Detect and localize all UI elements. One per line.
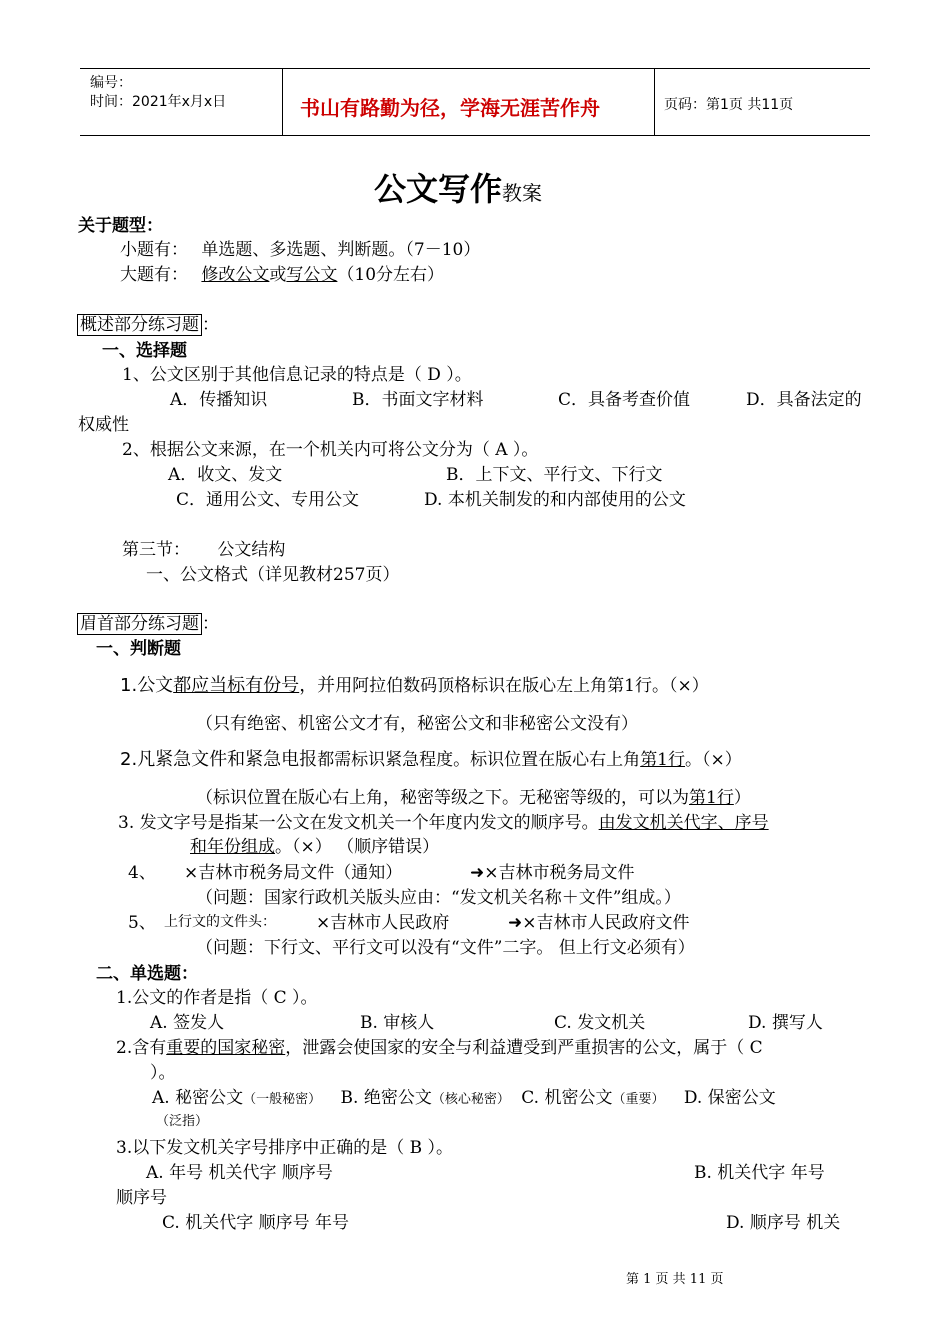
intro-big-tail: （10分左右） (337, 265, 445, 285)
page-title-sub: 教案 (502, 181, 543, 205)
single-q3-b-cont: 顺序号 (116, 1188, 167, 1208)
j2-note-a: （标识位置在版心右上角，秘密等级之下。无秘密等级的，可以为 (196, 788, 689, 808)
overview-q2-c: C．通用公文、专用公文 (176, 490, 360, 510)
s2-c: ，泄露会使国家的安全与利益遭受到严重损害的公文，属于（ C (285, 1038, 763, 1058)
j4-num: 4、 (128, 863, 156, 883)
s2-opt-a-note: （一般秘密） (243, 1092, 322, 1107)
intro-big-label: 大题有： (120, 265, 188, 285)
s2-opt-a: A. 秘密公文 (152, 1088, 244, 1108)
overview-heading-box: 概述部分练习题 (77, 314, 202, 336)
overview-q1-c: C．具备考查价值 (558, 390, 691, 410)
j3-c: 和年份组成 (190, 837, 275, 857)
s2-opt-b: B. 绝密公文 (340, 1088, 432, 1108)
masthead-heading-box: 眉首部分练习题 (77, 613, 202, 635)
section3-label: 第三节： (122, 540, 190, 560)
overview-heading (77, 310, 219, 335)
j5-num: 5、 (128, 913, 156, 933)
s2-d: ）。 (150, 1063, 176, 1083)
j1-c: ，并 (299, 675, 336, 696)
overview-section1: 一、选择题 (102, 341, 187, 361)
section3-title: 公文结构 (217, 540, 286, 560)
s2-opt-d-note: （泛指） (156, 1114, 209, 1129)
single-q3-d: D. 顺序号 机关 (726, 1213, 841, 1233)
overview-q1: 1、公文区别于其他信息记录的特点是（ D ）。 (122, 365, 472, 385)
header-motto: 书山有路勤为径，学海无涯苦作舟 (300, 96, 600, 120)
s2-b: 重要的国家秘密 (166, 1038, 286, 1058)
header-divider-right (654, 68, 655, 135)
footer-page-number: 第 1 页 共 11 页 (626, 1272, 724, 1287)
page-title-main: 公文写作 (374, 170, 503, 208)
j3-a: 3. 发文字号是指某一公文在发文机关一个年度内发文的顺序号。 (118, 813, 599, 833)
single-q3-a: A. 年号 机关代字 顺序号 (146, 1163, 333, 1183)
masthead-heading-colon: ： (202, 614, 219, 634)
j5-label: 上行文的文件头： (164, 914, 276, 930)
single-q1-d: D. 撰写人 (748, 1013, 823, 1033)
intro-heading: 关于题型： (78, 216, 163, 236)
intro-big-a: 修改公文 (201, 265, 270, 285)
j1-num: 1. (120, 675, 138, 696)
single-q1-c: C. 发文机关 (554, 1013, 646, 1033)
intro-small-questions (120, 235, 480, 260)
overview-q2-d: D. 本机关制发的和内部使用的公文 (424, 490, 686, 510)
j2-note-b: 第1行 (689, 788, 734, 808)
single-q3-c: C. 机关代字 顺序号 年号 (162, 1213, 350, 1233)
section3-heading (122, 535, 285, 560)
s2-opt-c: C. 机密公文 (521, 1088, 613, 1108)
judge-item-1 (120, 671, 709, 697)
s2-opt-d: D. 保密公文 (683, 1088, 776, 1108)
overview-q2: 2、根据公文来源，在一个机关内可将公文分为（ A ）。 (122, 440, 539, 460)
header-number-label: 编号： (90, 75, 132, 91)
j1-d: 用阿拉伯数码顶格标识在版心左上角第1行。（×） (335, 676, 709, 696)
j4-b: ➜×吉林市税务局文件 (470, 863, 635, 883)
j5-note: （问题：下行文、平行文可以没有“文件”二字。 但上行文必须有） (196, 938, 695, 958)
j5-a: ×吉林市人民政府 (316, 913, 450, 933)
j1-a: 公文 (137, 675, 174, 696)
single-title: 二、单选题： (96, 964, 198, 984)
s2-a: 2.含有 (116, 1038, 167, 1058)
judge-item-3-cont (190, 832, 439, 857)
judge-title: 一、判断题 (96, 639, 181, 659)
overview-q1-b: B．书面文字材料 (352, 390, 484, 410)
intro-big-or: 或 (269, 265, 287, 285)
intro-small-text: 单选题、多选题、判断题。（7－10） (201, 240, 481, 260)
single-q1: 1.公文的作者是指（ C ）。 (116, 988, 318, 1008)
j3-d: 。（×） （顺序错误） (275, 837, 440, 857)
overview-q1-d-cont: 权威性 (78, 415, 129, 435)
overview-q1-a: A．传播知识 (170, 390, 268, 410)
overview-q1-d: D．具备法定的 (746, 390, 862, 410)
j2-c: 第1行 (640, 750, 686, 770)
section3-sub: 一、公文格式（详见教材257页） (146, 565, 400, 585)
header-top-rule (80, 68, 870, 69)
single-q1-a: A. 签发人 (150, 1013, 225, 1033)
intro-big-b: 写公文 (286, 265, 338, 285)
single-q2 (116, 1033, 763, 1058)
header-bottom-rule (80, 135, 870, 136)
j2-d: 。（×） (685, 750, 742, 770)
intro-small-label: 小题有： (120, 240, 188, 260)
header-page-label: 页码：第1页 共11页 (664, 97, 794, 113)
j2-a: 凡紧急文件和紧急电报 (137, 749, 318, 770)
j1-b: 都应当标有份号 (173, 675, 300, 696)
j2-b: 都需标识紧急程度。标识位置在版心右上角 (317, 750, 641, 770)
single-q2-options (152, 1083, 776, 1108)
single-q3-b: B. 机关代字 年号 (694, 1163, 825, 1183)
overview-q2-b: B．上下文、平行文、下行文 (446, 465, 663, 485)
masthead-heading (77, 609, 219, 634)
judge-item-3 (118, 808, 769, 833)
j2-num: 2. (120, 749, 138, 770)
j3-b: 由发文机关代字、序号 (598, 813, 769, 833)
overview-heading-colon: ： (202, 315, 219, 335)
single-q1-b: B. 审核人 (360, 1013, 435, 1033)
j2-note-c: ） (733, 788, 751, 808)
s2-opt-c-note: （重要） (612, 1092, 665, 1107)
header-divider-left (282, 68, 283, 135)
judge-item-2 (120, 745, 742, 771)
single-q3: 3.以下发文机关字号排序中正确的是（ B ）。 (116, 1138, 454, 1158)
j4-a: ×吉林市税务局文件（通知） (184, 863, 403, 883)
overview-q2-a: A．收文、发文 (168, 465, 283, 485)
j4-note: （问题：国家行政机关版头应由：“发文机关名称＋文件”组成。） (196, 888, 681, 908)
j1-note: （只有绝密、机密公文才有，秘密公文和非秘密公文没有） (196, 714, 638, 734)
page-title (374, 164, 542, 210)
s2-opt-b-note: （核心秘密） (431, 1092, 510, 1107)
j5-b: ➜×吉林市人民政府文件 (508, 913, 690, 933)
intro-big-questions (120, 260, 444, 285)
j2-note (196, 783, 751, 808)
header-time-label: 时间：2021年x月x日 (90, 94, 227, 110)
